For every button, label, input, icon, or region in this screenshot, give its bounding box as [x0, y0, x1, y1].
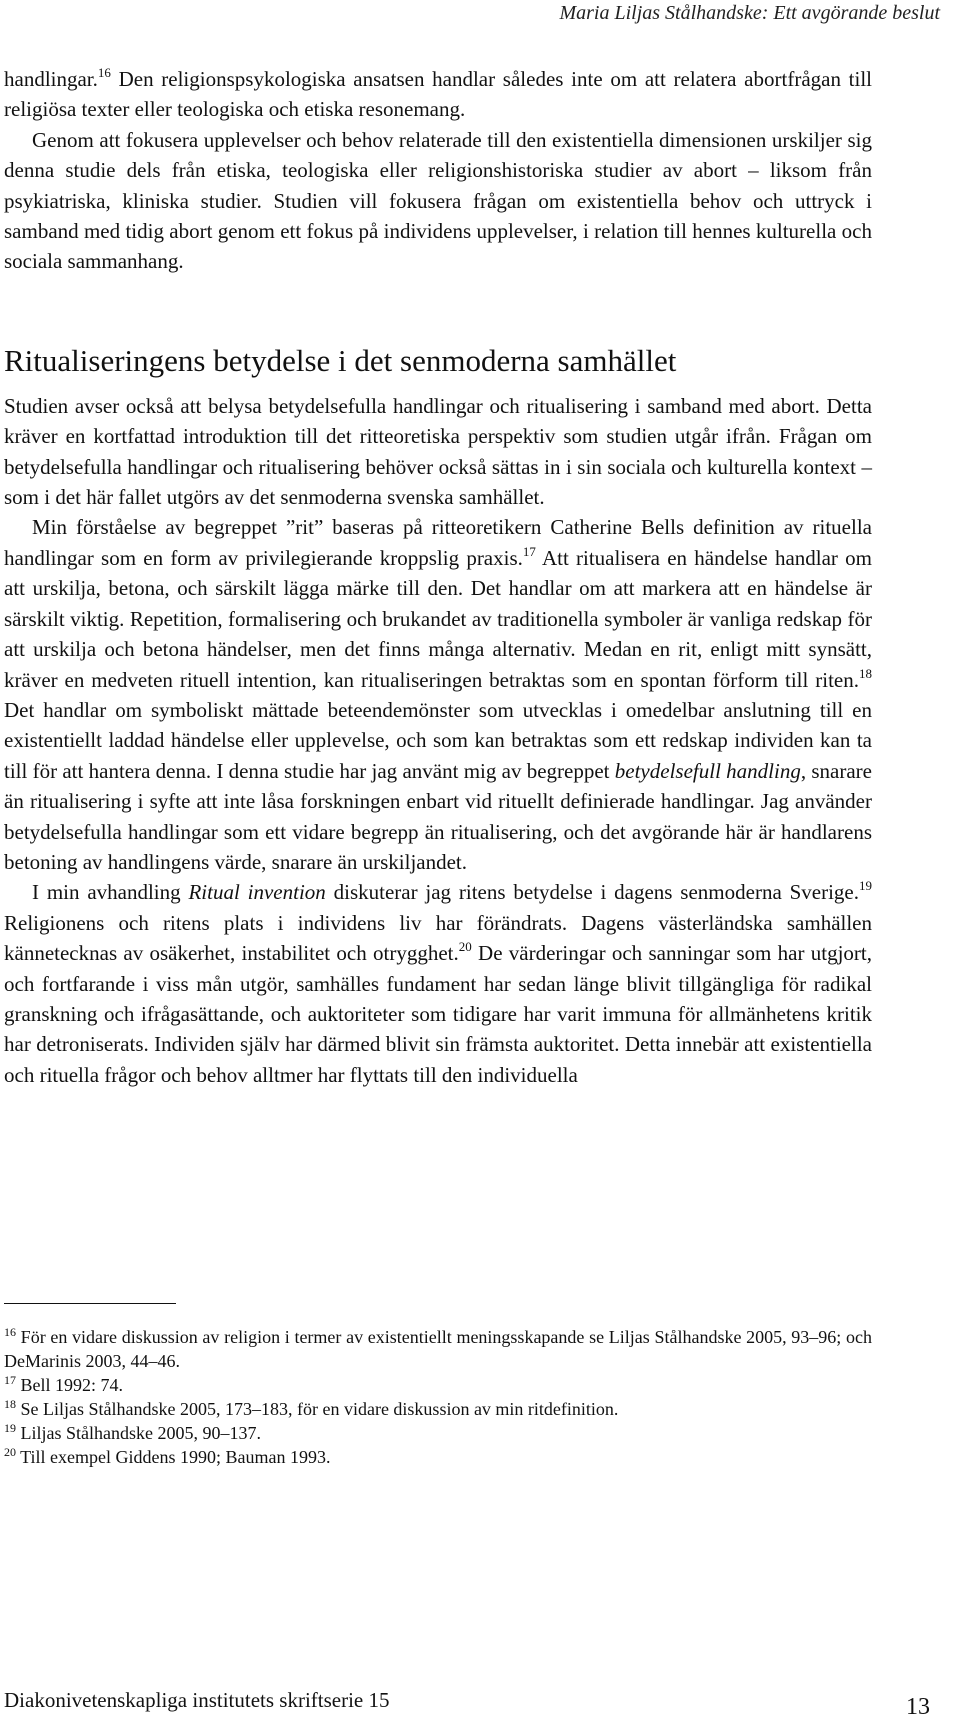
paragraph-text: Studien avser också att belysa betydelsefulla handlingar och ritualisering i samband med abort. Detta kräver en kortfattad introduktion till det ritteoretiska perspektiv som studien utgår ifrån. Frågan om betydelsefulla handlingar och ritualisering behöver också sättas in i sin sociala och kulturella kontext – som i det här fallet utgörs av det senmoderna svenska samhället.: [4, 393, 872, 510]
footnote-marker[interactable]: 17: [522, 543, 536, 559]
paragraph-text: diskuterar jag ritens betydelse i dagens senmoderna Sverige.: [325, 880, 859, 905]
footnote-number: 18: [4, 1397, 16, 1411]
footnote-marker[interactable]: 18: [859, 665, 872, 681]
page-number: 13: [906, 1694, 930, 1720]
footnote: [4, 1325, 872, 1373]
paragraph-text: handlingar.: [4, 67, 98, 91]
footnote-marker[interactable]: 16: [97, 65, 111, 80]
paragraph-text: Genom att fokusera upplevelser och behov relaterade till den existentiella dimensionen urskiljer sig denna studie dels från etiska, teologiska eller religionshistoriska studier av abort – liksom från psykiatriska, kliniska studier. Studien vill fokusera frågan om existentiella behov och uttryck i samband med tidig abort genom ett fokus på individens upplevelser, i relation till hennes kulturella och sociala sammanhang.: [4, 127, 872, 274]
footnote: [4, 1421, 872, 1445]
footnotes: [4, 1325, 872, 1469]
paragraph-text: Min förståelse av begreppet ”rit” baseras på ritteoretikern Catherine Bells definition av rituella handlingar som en form av privilegierande kroppslig praxis.: [4, 515, 872, 570]
footnote: [4, 1445, 872, 1469]
paragraph: [4, 125, 872, 277]
paragraph-text: Religionens och ritens plats i individens liv har förändrats. Dagens västerländska samhällen kännetecknas av osäkerhet, instabilitet och otrygghet.: [4, 910, 872, 966]
footnote-marker[interactable]: 20: [458, 939, 472, 955]
paragraph-text: De värderingar och sanningar som har utgjort, och fortfarande i viss mån utgör, samhälles fundament har sedan länge blivit tillgängliga för radikal granskning och ifrågasättande, och auktoriteter som tidigare har varit immuna för allmänhetens kritik har detroniserats. Individen själv har därmed blivit sin främsta auktoritet. Detta innebär att existentiella och rituella frågor och behov alltmer har flyttats till den individuella: [4, 941, 872, 1087]
italic-term: betydelsefull handling: [614, 758, 801, 783]
footnote-separator: [4, 1303, 176, 1304]
paragraph: [4, 64, 872, 125]
italic-title: Ritual invention: [188, 880, 326, 905]
section-heading: Ritualiseringens betydelse i det senmoderna samhället: [4, 342, 677, 378]
footer-series-title: Diakonivetenskapliga institutets skriftserie 15: [4, 1688, 390, 1712]
paragraph-text: Det handlar om symboliskt mättade beteendemönster som utvecklas i omedelbar anslutning till en existentiellt laddad händelse eller upplevelse, och som kan betraktas som ett redskap individen kan ta till för att hantera denna. I denna studie har jag använt mig av begreppet: [4, 697, 872, 783]
paragraph-text: I min avhandling: [32, 880, 189, 905]
footnote-number: 20: [4, 1445, 16, 1459]
footnote: [4, 1373, 872, 1397]
paragraph-text: Den religionspsykologiska ansatsen handlar således inte om att relatera abortfrågan till religiösa texter eller teologiska och etiska resonemang.: [4, 67, 872, 122]
paragraph-text: Att ritualisera en händelse handlar om att urskilja, betona, och särskilt lägga märke till den. Det handlar om att markera att en händelse är särskilt viktig. Repetition, formalisering och brukandet av traditionella symboler är vanliga redskap för att urskilja och betona händelser, men det finns många alternativ. Medan en rit, enligt mitt synsätt, kräver en medveten rituell intention, kan ritualiseringen betraktas som en spontan förform till riten.: [4, 545, 872, 692]
running-head: Maria Liljas Stålhandske: Ett avgörande beslut: [559, 2, 940, 24]
paragraph-text: , snarare än ritualisering i syfte att inte låsa forskningen enbart vid rituellt definierade handlingar. Jag använder betydelsefulla handlingar som ett vidare begrepp än ritualisering, och det avgörande här är handlarens betoning av handlingens värde, snarare än urskiljandet.: [4, 758, 872, 874]
paragraph: [4, 512, 872, 877]
footnote-text: För en vidare diskussion av religion i termer av existentiellt meningsskapande se Liljas Stålhandske 2005, 93–96; och DeMarinis 2003, 44–46.: [4, 1327, 872, 1371]
paragraph: [4, 391, 872, 513]
footnote-number: 19: [4, 1421, 16, 1435]
body-text: [4, 64, 872, 1090]
footnote-text: Till exempel Giddens 1990; Bauman 1993.: [16, 1447, 331, 1467]
paragraph: [4, 877, 872, 1090]
footnote-text: Bell 1992: 74.: [16, 1375, 123, 1395]
footnote-number: 17: [4, 1373, 16, 1387]
footnote-marker[interactable]: 19: [859, 878, 872, 894]
footnote-number: 16: [4, 1325, 16, 1339]
footnote-text: Liljas Stålhandske 2005, 90–137.: [16, 1423, 261, 1443]
footnote: [4, 1397, 872, 1421]
footnote-text: Se Liljas Stålhandske 2005, 173–183, för en vidare diskussion av min ritdefinition.: [16, 1399, 619, 1419]
